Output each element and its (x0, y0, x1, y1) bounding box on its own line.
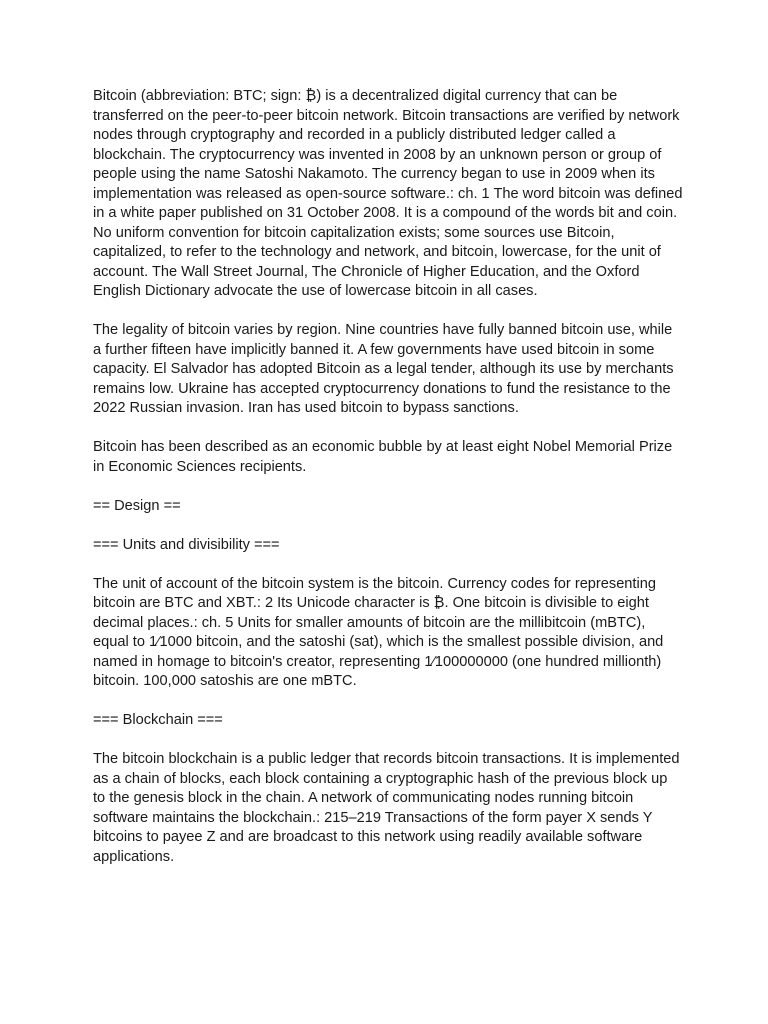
heading-blockchain: === Blockchain === (93, 712, 223, 728)
paragraph-legality: The legality of bitcoin varies by region. Nine countries have fully banned bitcoin use, while a further fifteen have implicitly banned it. A few governments have used bitcoin in some capacity. El Salvador has adopted Bitcoin as a legal tender, although its use by merchants remains low. Ukraine has accepted cryptocurrency donations to fund the resistance to the 2022 Russian invasion. Iran has used bitcoin to bypass sanctions. (93, 322, 674, 416)
paragraph-units: The unit of account of the bitcoin system is the bitcoin. Currency codes for representing bitcoin are BTC and XBT.: 2 Its Unicode character is ₿. One bitcoin is divisible to eight decimal places.: ch. 5 Units for smaller amounts of bitcoin are the millibitcoin (mBTC), equal to 1⁄1000 bitcoin, and the satoshi (sat), which is the smallest possible division, and named in homage to bitcoin's creator, representing 1⁄100000000 (one hundred millionth) bitcoin. 100,000 satoshis are one mBTC. (93, 575, 664, 689)
heading-units-divisibility: === Units and divisibility === (93, 536, 280, 553)
paragraph-bubble: Bitcoin has been described as an economic bubble by at least eight Nobel Memorial Prize in Economic Sciences recipients. (93, 439, 673, 475)
document-body (93, 87, 683, 887)
paragraph-blockchain: The bitcoin blockchain is a public ledger that records bitcoin transactions. It is implemented as a chain of blocks, each block containing a cryptographic hash of the previous block up to the genesis block in the chain. A network of communicating nodes running bitcoin software maintains the blockchain.: 215–219 Transactions of the form payer X sends Y bitcoins to payee Z and are broadcast to this network using readily available software applications. (93, 751, 680, 865)
paragraph-intro: Bitcoin (abbreviation: BTC; sign: ₿) is a decentralized digital currency that can be transferred on the peer-to-peer bitcoin network. Bitcoin transactions are verified by network nodes through cryptography and recorded in a publicly distributed ledger called a blockchain. The cryptocurrency was invented in 2008 by an unknown person or group of people using the name Satoshi Nakamoto. The currency began to use in 2009 when its implementation was released as open-source software.: ch. 1 The word bitcoin was defined in a white paper published on 31 October 2008. It is a compound of the words bit and coin. No uniform convention for bitcoin capitalization exists; some sources use Bitcoin, capitalized, to refer to the technology and network, and bitcoin, lowercase, for the unit of account. The Wall Street Journal, The Chronicle of Higher Education, and the Oxford English Dictionary advocate the use of lowercase bitcoin in all cases. (93, 88, 683, 299)
heading-design: == Design == (93, 497, 181, 514)
